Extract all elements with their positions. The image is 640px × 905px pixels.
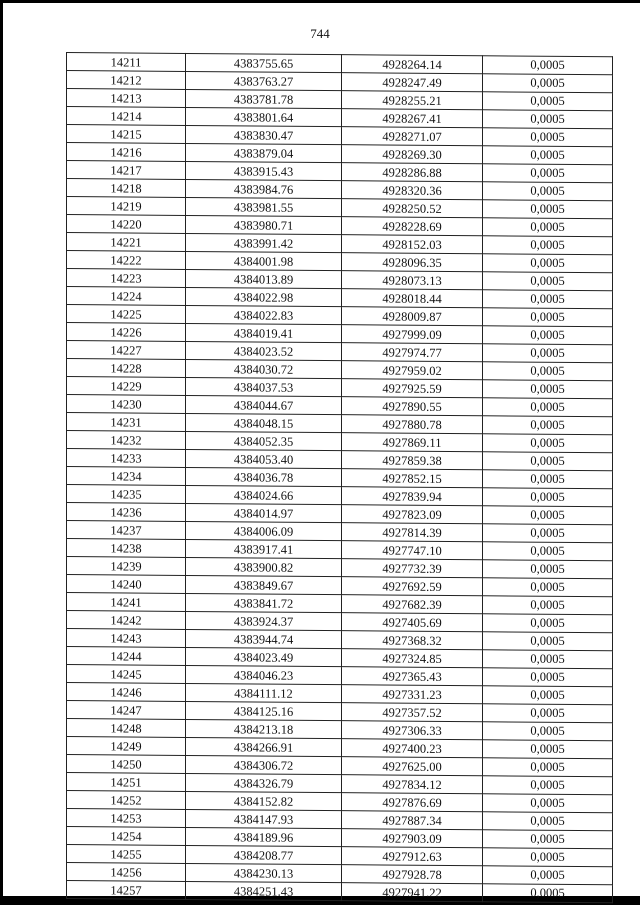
x-coordinate-cell: 4384152.82 (186, 791, 342, 810)
y-coordinate-cell: 4927887.34 (342, 811, 483, 830)
x-coordinate-cell: 4383830.47 (186, 125, 342, 144)
x-coordinate-cell: 4383917.41 (186, 539, 342, 558)
x-coordinate-cell: 4383980.71 (186, 215, 342, 234)
value-cell: 0,0005 (483, 74, 613, 93)
x-coordinate-cell: 4384006.09 (186, 521, 342, 540)
x-coordinate-cell: 4383915.43 (186, 161, 342, 180)
point-number-cell: 14229 (67, 377, 186, 396)
x-coordinate-cell: 4384326.79 (186, 773, 342, 792)
point-number-cell: 14247 (67, 701, 186, 720)
value-cell: 0,0005 (483, 434, 613, 453)
x-coordinate-cell: 4384036.78 (186, 467, 342, 486)
point-number-cell: 14245 (67, 665, 186, 684)
value-cell: 0,0005 (483, 542, 613, 561)
point-number-cell: 14218 (67, 179, 186, 198)
value-cell: 0,0005 (483, 650, 613, 669)
value-cell: 0,0005 (483, 146, 613, 165)
x-coordinate-cell: 4384306.72 (186, 755, 342, 774)
point-number-cell: 14252 (67, 791, 186, 810)
coordinates-table (66, 52, 613, 903)
point-number-cell: 14233 (67, 449, 186, 468)
x-coordinate-cell: 4384023.49 (186, 647, 342, 666)
x-coordinate-cell: 4383944.74 (186, 629, 342, 648)
x-coordinate-cell: 4384001.98 (186, 251, 342, 270)
point-number-cell: 14230 (67, 395, 186, 414)
point-number-cell: 14238 (67, 539, 186, 558)
point-number-cell: 14211 (67, 53, 186, 72)
value-cell: 0,0005 (483, 578, 613, 597)
value-cell: 0,0005 (483, 128, 613, 147)
value-cell: 0,0005 (483, 56, 613, 75)
value-cell: 0,0005 (483, 290, 613, 309)
x-coordinate-cell: 4383981.55 (186, 197, 342, 216)
x-coordinate-cell: 4384052.35 (186, 431, 342, 450)
y-coordinate-cell: 4928247.49 (342, 73, 483, 92)
y-coordinate-cell: 4928228.69 (342, 217, 483, 236)
y-coordinate-cell: 4927747.10 (342, 541, 483, 560)
x-coordinate-cell: 4384044.67 (186, 395, 342, 414)
x-coordinate-cell: 4384053.40 (186, 449, 342, 468)
point-number-cell: 14254 (67, 827, 186, 846)
value-cell: 0,0005 (483, 668, 613, 687)
y-coordinate-cell: 4927625.00 (342, 757, 483, 776)
point-number-cell: 14239 (67, 557, 186, 576)
point-number-cell: 14226 (67, 323, 186, 342)
y-coordinate-cell: 4927869.11 (342, 433, 483, 452)
x-coordinate-cell: 4383781.78 (186, 89, 342, 108)
y-coordinate-cell: 4927732.39 (342, 559, 483, 578)
y-coordinate-cell: 4927999.09 (342, 325, 483, 344)
y-coordinate-cell: 4927834.12 (342, 775, 483, 794)
x-coordinate-cell: 4383801.64 (186, 107, 342, 126)
x-coordinate-cell: 4384251.43 (186, 881, 342, 900)
x-coordinate-cell: 4384125.16 (186, 701, 342, 720)
point-number-cell: 14246 (67, 683, 186, 702)
value-cell: 0,0005 (483, 470, 613, 489)
y-coordinate-cell: 4928271.07 (342, 127, 483, 146)
point-number-cell: 14225 (67, 305, 186, 324)
value-cell: 0,0005 (483, 344, 613, 363)
y-coordinate-cell: 4928269.30 (342, 145, 483, 164)
y-coordinate-cell: 4927405.69 (342, 613, 483, 632)
value-cell: 0,0005 (483, 722, 613, 741)
point-number-cell: 14223 (67, 269, 186, 288)
point-number-cell: 14236 (67, 503, 186, 522)
x-coordinate-cell: 4384111.12 (186, 683, 342, 702)
value-cell: 0,0005 (483, 794, 613, 813)
value-cell: 0,0005 (483, 200, 613, 219)
point-number-cell: 14222 (67, 251, 186, 270)
y-coordinate-cell: 4927852.15 (342, 469, 483, 488)
point-number-cell: 14220 (67, 215, 186, 234)
x-coordinate-cell: 4383849.67 (186, 575, 342, 594)
y-coordinate-cell: 4927959.02 (342, 361, 483, 380)
y-coordinate-cell: 4927400.23 (342, 739, 483, 758)
value-cell: 0,0005 (483, 848, 613, 867)
point-number-cell: 14234 (67, 467, 186, 486)
value-cell: 0,0005 (483, 236, 613, 255)
point-number-cell: 14228 (67, 359, 186, 378)
point-number-cell: 14255 (67, 845, 186, 864)
x-coordinate-cell: 4383841.72 (186, 593, 342, 612)
y-coordinate-cell: 4927925.59 (342, 379, 483, 398)
value-cell: 0,0005 (483, 830, 613, 849)
y-coordinate-cell: 4927912.63 (342, 847, 483, 866)
coordinates-table-wrapper (66, 52, 608, 903)
y-coordinate-cell: 4927692.59 (342, 577, 483, 596)
x-coordinate-cell: 4383755.65 (186, 53, 342, 72)
y-coordinate-cell: 4927928.78 (342, 865, 483, 884)
value-cell: 0,0005 (483, 416, 613, 435)
y-coordinate-cell: 4928267.41 (342, 109, 483, 128)
value-cell: 0,0005 (483, 218, 613, 237)
x-coordinate-cell: 4383924.37 (186, 611, 342, 630)
y-coordinate-cell: 4927859.38 (342, 451, 483, 470)
x-coordinate-cell: 4384023.52 (186, 341, 342, 360)
value-cell: 0,0005 (483, 308, 613, 327)
scan-border-left (0, 0, 3, 905)
point-number-cell: 14235 (67, 485, 186, 504)
y-coordinate-cell: 4928264.14 (342, 55, 483, 74)
point-number-cell: 14224 (67, 287, 186, 306)
value-cell: 0,0005 (483, 704, 613, 723)
point-number-cell: 14232 (67, 431, 186, 450)
value-cell: 0,0005 (483, 254, 613, 273)
table-row (67, 881, 613, 903)
y-coordinate-cell: 4927890.55 (342, 397, 483, 416)
value-cell: 0,0005 (483, 110, 613, 129)
value-cell: 0,0005 (483, 92, 613, 111)
point-number-cell: 14227 (67, 341, 186, 360)
x-coordinate-cell: 4384230.13 (186, 863, 342, 882)
x-coordinate-cell: 4384030.72 (186, 359, 342, 378)
value-cell: 0,0005 (483, 164, 613, 183)
scan-border-top (0, 0, 640, 3)
x-coordinate-cell: 4384013.89 (186, 269, 342, 288)
point-number-cell: 14237 (67, 521, 186, 540)
point-number-cell: 14219 (67, 197, 186, 216)
x-coordinate-cell: 4383984.76 (186, 179, 342, 198)
point-number-cell: 14212 (67, 71, 186, 90)
value-cell: 0,0005 (483, 686, 613, 705)
y-coordinate-cell: 4927876.69 (342, 793, 483, 812)
value-cell: 0,0005 (483, 524, 613, 543)
x-coordinate-cell: 4384046.23 (186, 665, 342, 684)
x-coordinate-cell: 4383879.04 (186, 143, 342, 162)
point-number-cell: 14248 (67, 719, 186, 738)
x-coordinate-cell: 4383763.27 (186, 71, 342, 90)
value-cell: 0,0005 (483, 596, 613, 615)
y-coordinate-cell: 4927903.09 (342, 829, 483, 848)
value-cell: 0,0005 (483, 560, 613, 579)
x-coordinate-cell: 4384208.77 (186, 845, 342, 864)
point-number-cell: 14242 (67, 611, 186, 630)
value-cell: 0,0005 (483, 506, 613, 525)
point-number-cell: 14256 (67, 863, 186, 882)
value-cell: 0,0005 (483, 272, 613, 291)
value-cell: 0,0005 (483, 740, 613, 759)
value-cell: 0,0005 (483, 488, 613, 507)
x-coordinate-cell: 4384022.83 (186, 305, 342, 324)
y-coordinate-cell: 4928073.13 (342, 271, 483, 290)
value-cell: 0,0005 (483, 758, 613, 777)
y-coordinate-cell: 4927682.39 (342, 595, 483, 614)
point-number-cell: 14249 (67, 737, 186, 756)
y-coordinate-cell: 4927324.85 (342, 649, 483, 668)
y-coordinate-cell: 4928286.88 (342, 163, 483, 182)
y-coordinate-cell: 4927368.32 (342, 631, 483, 650)
point-number-cell: 14216 (67, 143, 186, 162)
y-coordinate-cell: 4928009.87 (342, 307, 483, 326)
point-number-cell: 14244 (67, 647, 186, 666)
value-cell: 0,0005 (483, 884, 613, 903)
y-coordinate-cell: 4928320.36 (342, 181, 483, 200)
value-cell: 0,0005 (483, 614, 613, 633)
x-coordinate-cell: 4384024.66 (186, 485, 342, 504)
point-number-cell: 14243 (67, 629, 186, 648)
point-number-cell: 14241 (67, 593, 186, 612)
value-cell: 0,0005 (483, 326, 613, 345)
point-number-cell: 14257 (67, 881, 186, 900)
x-coordinate-cell: 4384213.18 (186, 719, 342, 738)
y-coordinate-cell: 4927823.09 (342, 505, 483, 524)
point-number-cell: 14253 (67, 809, 186, 828)
y-coordinate-cell: 4927306.33 (342, 721, 483, 740)
value-cell: 0,0005 (483, 812, 613, 831)
x-coordinate-cell: 4384266.91 (186, 737, 342, 756)
point-number-cell: 14240 (67, 575, 186, 594)
y-coordinate-cell: 4927941.22 (342, 883, 483, 902)
x-coordinate-cell: 4383991.42 (186, 233, 342, 252)
x-coordinate-cell: 4384189.96 (186, 827, 342, 846)
x-coordinate-cell: 4384019.41 (186, 323, 342, 342)
x-coordinate-cell: 4384022.98 (186, 287, 342, 306)
y-coordinate-cell: 4927331.23 (342, 685, 483, 704)
x-coordinate-cell: 4384147.93 (186, 809, 342, 828)
y-coordinate-cell: 4927839.94 (342, 487, 483, 506)
x-coordinate-cell: 4383900.82 (186, 557, 342, 576)
x-coordinate-cell: 4384048.15 (186, 413, 342, 432)
point-number-cell: 14231 (67, 413, 186, 432)
point-number-cell: 14214 (67, 107, 186, 126)
value-cell: 0,0005 (483, 380, 613, 399)
value-cell: 0,0005 (483, 452, 613, 471)
value-cell: 0,0005 (483, 632, 613, 651)
value-cell: 0,0005 (483, 776, 613, 795)
point-number-cell: 14251 (67, 773, 186, 792)
point-number-cell: 14213 (67, 89, 186, 108)
y-coordinate-cell: 4927814.39 (342, 523, 483, 542)
point-number-cell: 14217 (67, 161, 186, 180)
point-number-cell: 14221 (67, 233, 186, 252)
point-number-cell: 14215 (67, 125, 186, 144)
value-cell: 0,0005 (483, 398, 613, 417)
y-coordinate-cell: 4928152.03 (342, 235, 483, 254)
value-cell: 0,0005 (483, 866, 613, 885)
y-coordinate-cell: 4928018.44 (342, 289, 483, 308)
y-coordinate-cell: 4928255.21 (342, 91, 483, 110)
x-coordinate-cell: 4384014.97 (186, 503, 342, 522)
page-number: 744 (310, 26, 330, 41)
point-number-cell: 14250 (67, 755, 186, 774)
y-coordinate-cell: 4928096.35 (342, 253, 483, 272)
y-coordinate-cell: 4927974.77 (342, 343, 483, 362)
y-coordinate-cell: 4927365.43 (342, 667, 483, 686)
value-cell: 0,0005 (483, 182, 613, 201)
y-coordinate-cell: 4928250.52 (342, 199, 483, 218)
coordinates-table-body (67, 53, 613, 903)
x-coordinate-cell: 4384037.53 (186, 377, 342, 396)
value-cell: 0,0005 (483, 362, 613, 381)
y-coordinate-cell: 4927357.52 (342, 703, 483, 722)
y-coordinate-cell: 4927880.78 (342, 415, 483, 434)
